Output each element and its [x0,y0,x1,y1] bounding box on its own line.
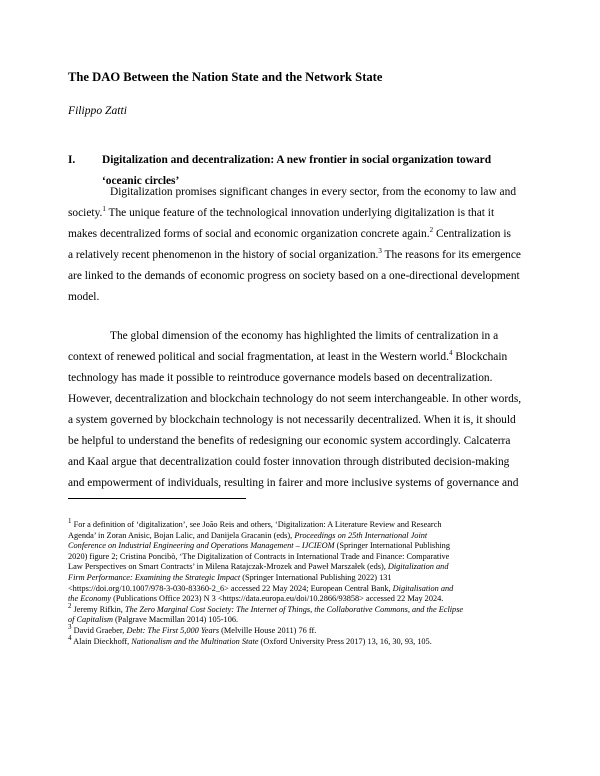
line-segment: a relatively recent phenomenon in the history of social organization. [68,249,379,261]
text-line: are linked to the demands of economic progress on society based on a one-directional development [68,270,520,282]
footnote-italic: of Capitalism [68,615,113,625]
footnote-4-line [68,633,533,648]
footnote-text: (Springer International Publishing [334,541,450,551]
footnote-italic: Nationalism and the Multination State [131,636,259,646]
section-number: I. [68,154,76,166]
footnotes [68,517,533,647]
footnote-1-line [68,584,533,595]
line-segment: The reasons for its emergence [381,249,521,261]
text-line: a system governed by blockchain technology is not necessarily decentralized. When it is, it should [68,414,516,426]
section-heading-line-2: ‘oceanic circles’ [102,175,180,187]
footnote-text: (Palgrave Macmillan 2014) 105-106. [112,615,239,625]
text-line: The global dimension of the economy has highlighted the limits of centralization in a [110,330,499,342]
text-line: be helpful to understand the benefits of redesigning our economic system accordingly. Calcaterra [68,435,511,447]
paragraph-2 [68,326,533,494]
footnote-italic: the Economy [68,594,112,604]
footnote-italic: Debt: The First 5,000 Years [126,625,220,635]
footnote-1-line [68,541,533,552]
text-line: and empowerment of individuals, resulting in fairer and more inclusive systems of governance and [68,477,519,489]
footnote-1-line [68,594,533,605]
text-line: Digitalization promises significant changes in every sector, from the economy to law and [110,186,517,198]
text-line [68,203,533,224]
footnote-text: (Oxford University Press 2017) 13, 16, 30, 93, 105. [258,636,432,646]
paragraph-1 [68,182,533,308]
footnote-1-line [68,517,533,531]
footnote-1-line [68,573,533,584]
line-segment: society. [68,207,103,219]
footnote-2-line [68,615,533,626]
footnote-italic: Firm Performance: Examining the Strategic Impact [68,572,241,582]
paper-title: The DAO Between the Nation State and the Network State [68,70,383,84]
footnote-ref-1[interactable]: 1 [102,205,106,214]
footnote-3-line [68,623,533,637]
footnote-italic: Conference on Industrial Engineering and Operations Management – IJCIEOM [68,541,335,551]
footnote-number-4: 4 [68,633,72,642]
footnote-ref-4[interactable]: 4 [448,349,453,358]
footnote-text: (Springer International Publishing 2022) 131 [240,572,392,582]
line-segment: Blockchain [452,351,508,363]
footnote-text: For a definition of ‘digitalization’, see João Reis and others, ‘Digitalization: A Literature Review and Research [71,520,442,529]
footnote-number-2: 2 [68,601,72,610]
footnote-number-3: 3 [68,623,72,632]
text-line: model. [68,291,100,303]
footnote-text: (Melville House 2011) 76 ff. [219,625,317,635]
text-line: and Kaal argue that decentralization could foster innovation through distributed decision-making [68,456,510,468]
text-line [68,224,533,245]
line-segment: context of renewed political and social fragmentation, at least in the Western world. [68,351,449,363]
footnote-italic: Digitalisation and [392,583,454,593]
footnote-italic: The Zero Marginal Cost Society: The Internet of Things, the Collaborative Commons, and the Eclipse [124,604,464,614]
footnote-text: David Graeber, [71,625,127,635]
footnote-ref-2[interactable]: 2 [429,226,434,235]
line-segment: Centralization is [433,228,511,240]
text-line: technology has made it possible to reintroduce governance models based on decentralization. [68,372,493,384]
footnote-text: Law Perspectives on Smart Contracts’ in Milena Ratajczak-Mrozek and Paweł Marszałek (eds), [68,562,388,572]
footnote-italic: Digitalization and [387,562,449,572]
footnote-link-text[interactable]: <https://doi.org/10.1007/978-3-030-83360-2_6> accessed 22 May 2024; European Central Bank, [68,583,393,593]
line-segment: The unique feature of the technological innovation underlying digitalization is that it [105,207,495,219]
line-segment: makes decentralized forms of social and economic organization concrete again. [68,228,430,240]
footnote-1-line: 2020) figure 2; Cristina Poncibò, ‘The Digitalization of Contracts in International Trade and Finance: Comparative [68,551,450,561]
footnote-2-line [68,601,533,616]
footnote-number-1: 1 [68,517,72,526]
footnote-text: Agenda’ in Zoran Anisic, Bojan Lalic, and Danijela Gracanin (eds), [68,530,295,540]
footnote-text: Alain Dieckhoff, [71,636,132,646]
footnote-separator [68,498,246,499]
footnote-link-text[interactable]: (Publications Office 2023) N 3 <https://data.europa.eu/doi/10.2866/93858> accessed 22 May 2024. [111,594,444,604]
section-heading-line-1: Digitalization and decentralization: A new frontier in social organization toward [102,154,492,166]
footnote-1-line [68,531,533,542]
footnote-italic: Proceedings on 25th International Joint [294,530,428,540]
author-name: Filippo Zatti [68,104,127,117]
text-line: However, decentralization and blockchain technology do not seem interchangeable. In other words, [68,393,522,405]
footnote-ref-3[interactable]: 3 [378,247,382,256]
text-line [68,347,533,368]
text-line [68,245,533,266]
footnote-text: Jeremy Rifkin, [71,604,125,614]
footnote-1-line [68,562,533,573]
